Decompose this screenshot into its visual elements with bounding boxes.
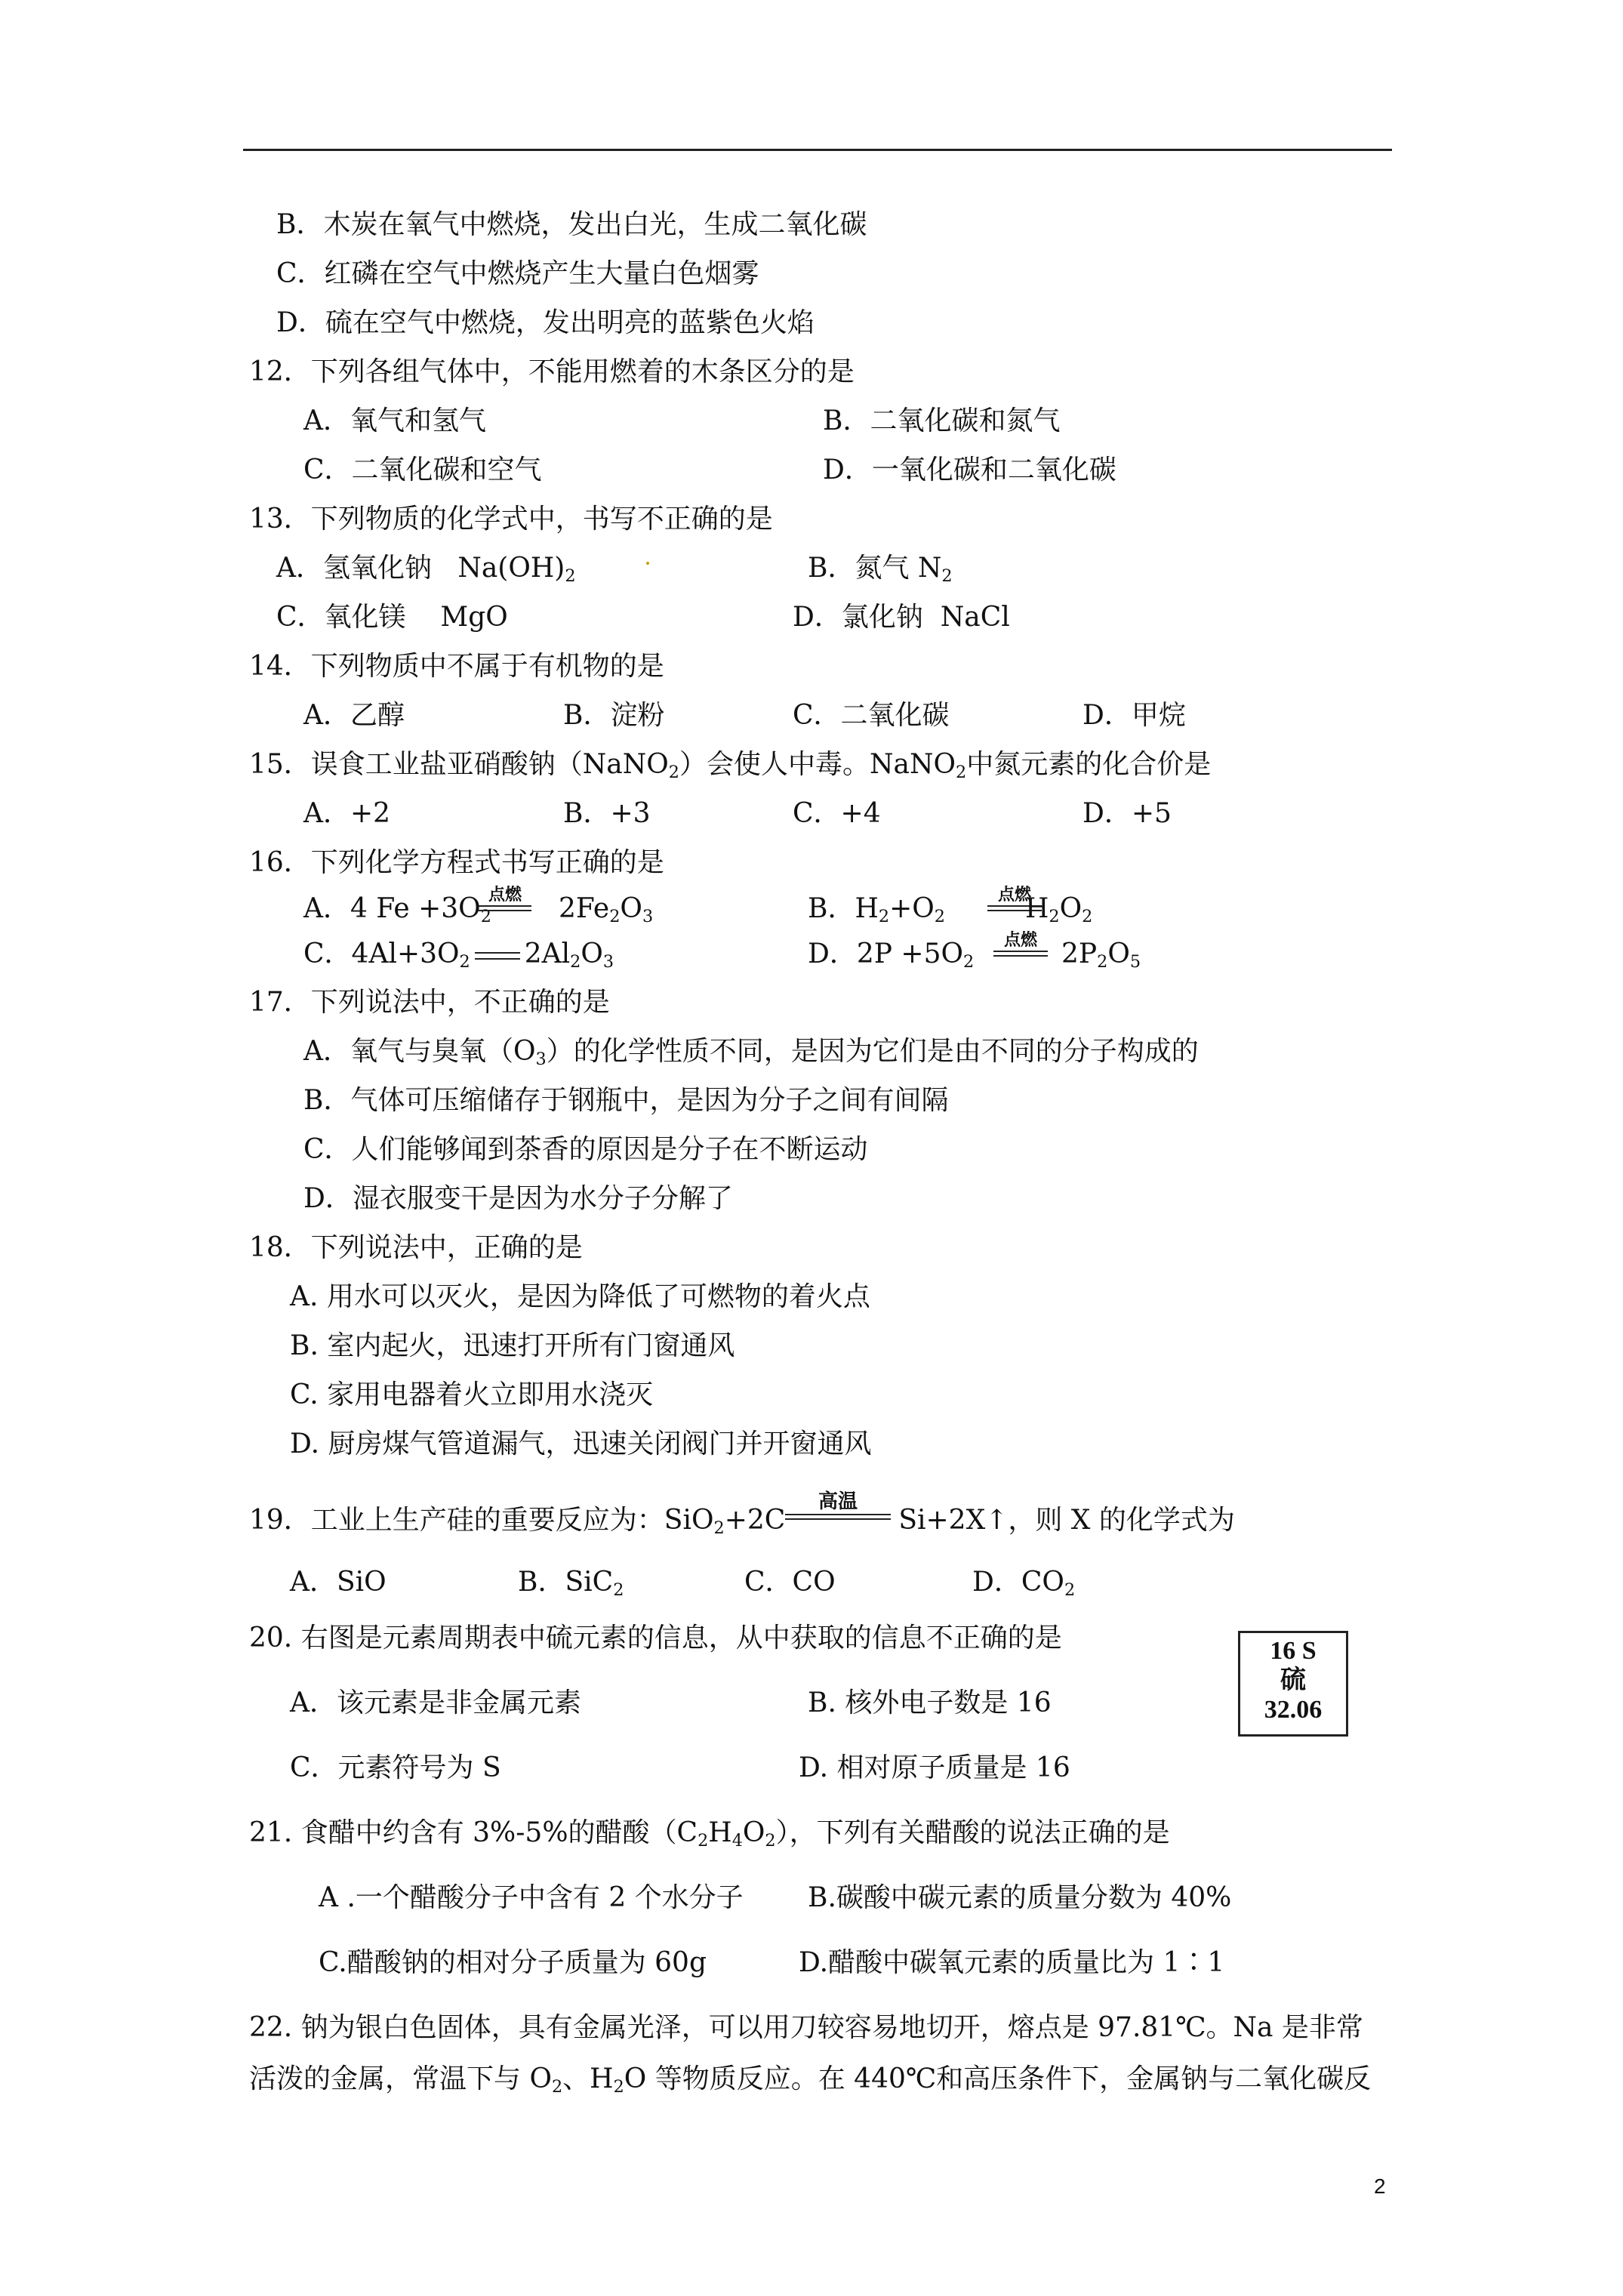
q18-option-a: A. 用水可以灭火，是因为降低了可燃物的着火点 (290, 1281, 870, 1312)
q16-option-c: C．$4Al+3O_2$ $2Al_2O_3$ (303, 938, 614, 972)
q19-option-b: B．SiC$_2$ (518, 1567, 624, 1601)
q15-option-c: C．+4 (793, 798, 881, 829)
q19-stem: 19．工业上生产硅的重要反应为：SiO$_2$+2C Si+2X↑，则 X 的化学式为 (249, 1505, 1235, 1539)
header-rule (243, 149, 1392, 151)
q15-option-a: A．+2 (303, 798, 391, 829)
q13-option-b: B．氮气 $N_2$ (808, 553, 953, 587)
element-name: 硫 (1280, 1666, 1306, 1695)
q21-option-b: B.碳酸中碳元素的质量分数为 40% (808, 1882, 1232, 1913)
q11-option-b: B．木炭在氧气中燃烧，发出白光，生成二氧化碳 (276, 209, 867, 240)
q11-option-d: D．硫在空气中燃烧，发出明亮的蓝紫色火焰 (276, 307, 815, 338)
element-number-symbol: 16 S (1270, 1637, 1317, 1665)
q16-option-d: D．$2P +5O_2$ (808, 938, 975, 972)
q17-option-d: D．湿衣服变干是因为水分子分解了 (303, 1183, 733, 1214)
q14-option-a: A．乙醇 (303, 700, 405, 731)
q16-option-b: B．$H_2+O_2$ (808, 893, 945, 927)
sulfur-element-card (1238, 1631, 1348, 1737)
q18-option-c: C. 家用电器着火立即用水浇灭 (290, 1379, 654, 1410)
q14-option-c: C．二氧化碳 (793, 700, 950, 731)
q21-option-d: D.醋酸中碳氧元素的质量比为 1∶1 (799, 1947, 1225, 1978)
q17-option-c: C．人们能够闻到茶香的原因是分子在不断运动 (303, 1134, 868, 1165)
q16-a-product: $2Fe_2O_3$ (559, 893, 654, 927)
q13-option-d: D．氯化钠 NaCl (793, 602, 1010, 633)
q13-option-c: C．氧化镁 MgO (276, 602, 508, 633)
q15-stem: 15．误食工业盐亚硝酸钠（NaNO$_2$）会使人中毒。NaNO$_2$中氮元素的化合价是 (249, 749, 1212, 783)
q19-condition: 高温 (785, 1486, 891, 1520)
q14-option-d: D．甲烷 (1083, 700, 1186, 731)
q21-option-a: A .一个醋酸分子中含有 2 个水分子 (319, 1882, 744, 1913)
page-number: 2 (1374, 2174, 1386, 2198)
q13-option-a: A．氢氧化钠 $Na(OH)_2$ (276, 553, 576, 587)
equals-sign (475, 952, 520, 960)
q14-stem: 14．下列物质中不属于有机物的是 (249, 651, 664, 682)
q17-option-a: A．氧气与臭氧$(O_3)$的化学性质不同，是因为它们是由不同的分子构成的 (303, 1036, 1199, 1070)
q18-option-b: B. 室内起火，迅速打开所有门窗通风 (290, 1330, 735, 1361)
q20-option-d: D. 相对原子质量是 16 (799, 1752, 1070, 1783)
q16-d-product: $2P_2O_5$ (1061, 938, 1141, 972)
q19-option-d: D．$CO_2$ (972, 1567, 1076, 1601)
q15-option-b: B．+3 (563, 798, 651, 829)
stray-dot (646, 562, 649, 565)
q16-stem: 16．下列化学方程式书写正确的是 (249, 847, 664, 878)
q16-b-condition: 点燃 (987, 882, 1042, 911)
q21-option-c: C.醋酸钠的相对分子质量为 60g (319, 1947, 707, 1978)
q13-stem: 13．下列物质的化学式中，书写不正确的是 (249, 504, 773, 535)
q20-option-a: A．该元素是非金属元素 (290, 1687, 581, 1718)
q16-a-condition: 点燃 (479, 882, 531, 911)
q12-stem: 12．下列各组气体中，不能用燃着的木条区分的是 (249, 356, 855, 387)
q12-option-a: A．氧气和氢气 (303, 405, 486, 436)
q18-option-d: D. 厨房煤气管道漏气，迅速关闭阀门并开窗通风 (290, 1428, 872, 1459)
q17-option-b: B．气体可压缩储存于钢瓶中，是因为分子之间有间隔 (303, 1085, 949, 1116)
q20-stem: 20. 右图是元素周期表中硫元素的信息，从中获取的信息不正确的是 (249, 1623, 1062, 1653)
q16-option-a: A．4 $Fe +3O_2$ (303, 893, 491, 927)
q15-option-d: D．+5 (1083, 798, 1172, 829)
q19-option-a: A．SiO (290, 1567, 387, 1598)
q12-option-d: D．一氧化碳和二氧化碳 (823, 455, 1116, 485)
q20-option-b: B. 核外电子数是 16 (808, 1687, 1052, 1718)
q19-option-c: C．CO (744, 1567, 836, 1598)
q22-line-1: 22. 钠为银白色固体，具有金属光泽，可以用刀较容易地切开，熔点是 97.81℃。Na 是非常 (249, 2012, 1363, 2043)
element-mass: 32.06 (1264, 1696, 1323, 1724)
q11-option-c: C．红磷在空气中燃烧产生大量白色烟雾 (276, 258, 759, 289)
q12-option-c: C．二氧化碳和空气 (303, 455, 542, 485)
q18-stem: 18．下列说法中，正确的是 (249, 1232, 583, 1263)
q16-d-condition: 点燃 (993, 927, 1048, 957)
q17-stem: 17．下列说法中，不正确的是 (249, 987, 610, 1018)
q14-option-b: B．淀粉 (563, 700, 665, 731)
q16-b-product: $H_2O_2$ (1025, 893, 1093, 927)
q12-option-b: B．二氧化碳和氮气 (823, 405, 1061, 436)
q21-stem: 21. 食醋中约含有 3%-5%的醋酸$(C_2H_4O_2)$，下列有关醋酸的说法正确的是 (249, 1817, 1170, 1851)
q22-line-2: 活泼的金属，常温下与 $O_2$、$H_2O$ 等物质反应。在 440℃和高压条件下，金属钠与二氧化碳反 (249, 2063, 1372, 2097)
q20-option-c: C．元素符号为 S (290, 1752, 501, 1783)
